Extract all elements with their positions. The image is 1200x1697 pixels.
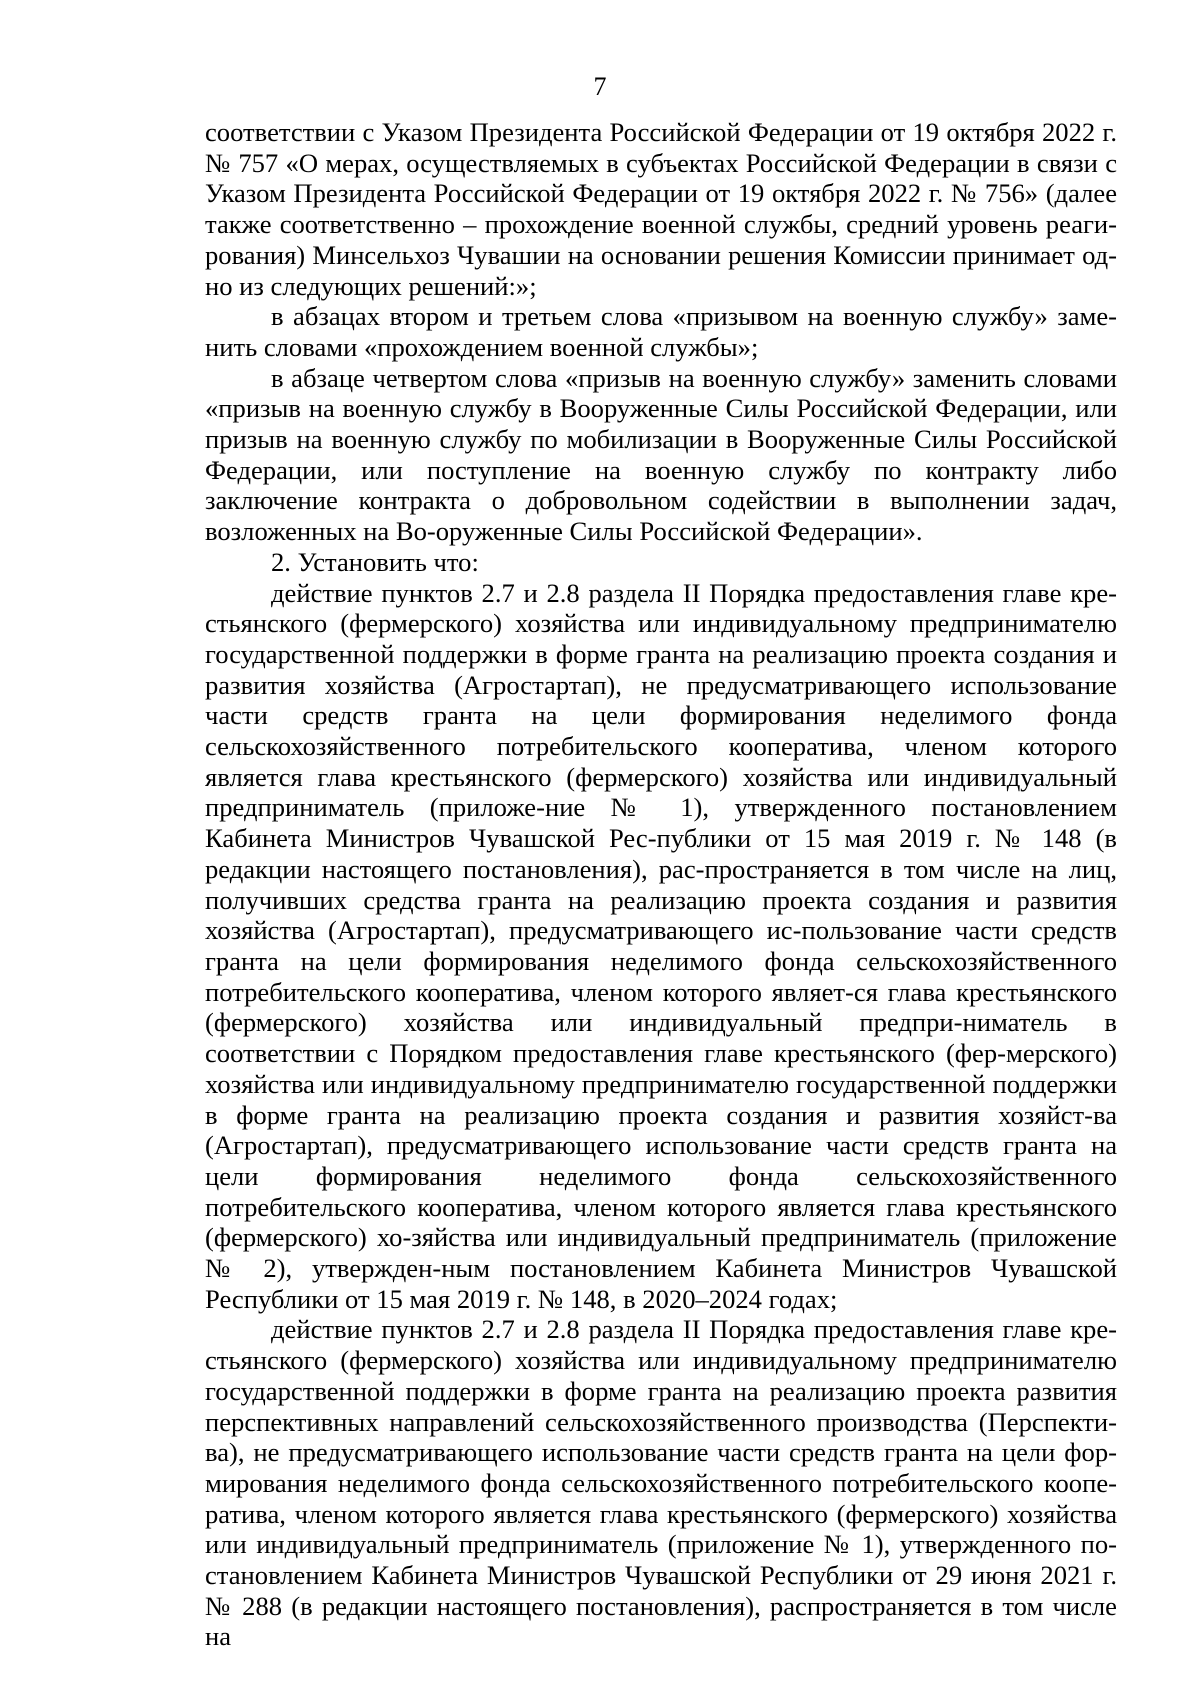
paragraph-5: действие пунктов 2.7 и 2.8 раздела II Порядка предоставления главе кре-стьянского (фермерского) хозяйства или индивидуальному предпринимателю государственной поддержки в форме гранта на реализацию проекта создания и развития хозяйства (Агростартап), не предусматривающего использование части средств гранта на цели формирования неделимого фонда сельскохозяйственного потребительского кооператива, членом которого является глава крестьянского (фермерского) хозяйства или индивидуальный предприниматель (приложе-ние № 1), утвержденного постановлением Кабинета Министров Чувашской Рес-публики от 15 мая 2019 г. № 148 (в редакции настоящего постановления), рас-пространяется в том числе на лиц, получивших средства гранта на реализацию проекта создания и развития хозяйства (Агростартап), предусматривающего ис-пользование части средств гранта на цели формирования неделимого фонда сельскохозяйственного потребительского кооператива, членом которого являет-ся глава крестьянского (фермерского) хозяйства или индивидуальный предпри-ниматель в соответствии с Порядком предоставления главе крестьянского (фер-мерского) хозяйства или индивидуальному предпринимателю государственной поддержки в форме гранта на реализацию проекта создания и развития хозяйст-ва (Агростартап), предусматривающего использование части средств гранта на цели формирования неделимого фонда сельскохозяйственного потребительского кооператива, членом которого является глава крестьянского (фермерского) хо-зяйства или индивидуальный предприниматель (приложение № 2), утвержден-ным постановлением Кабинета Министров Чувашской Республики от 15 мая 2019 г. № 148, в 2020–2024 годах; [205, 577, 1117, 1314]
paragraph-2: в абзацах втором и третьем слова «призывом на военную службу» заме-нить словами «прохождением военной службы»; [205, 301, 1117, 362]
document-body [205, 117, 1117, 1652]
paragraph-3: в абзаце четвертом слова «призыв на военную службу» заменить словами «призыв на военную службу в Вооруженные Силы Российской Федерации, или призыв на военную службу по мобилизации в Вооруженные Силы Российской Федерации, или поступление на военную службу по контракту либо заключение контракта о добровольном содействии в выполнении задач, возложенных на Во-оруженные Силы Российской Федерации». [205, 362, 1117, 547]
paragraph-4: 2. Установить что: [271, 546, 479, 577]
page-number: 7 [593, 72, 607, 101]
paragraph-6: действие пунктов 2.7 и 2.8 раздела II Порядка предоставления главе кре-стьянского (фермерского) хозяйства или индивидуальному предпринимателю государственной поддержки в форме гранта на реализацию проекта развития перспективных направлений сельскохозяйственного производства (Перспекти-ва), не предусматривающего использование части средств гранта на цели фор-мирования неделимого фонда сельскохозяйственного потребительского коопе-ратива, членом которого является глава крестьянского (фермерского) хозяйства или индивидуальный предприниматель (приложение № 1), утвержденного по-становлением Кабинета Министров Чувашской Республики от 29 июня 2021 г. № 288 (в редакции настоящего постановления), распространяется в том числе на [205, 1314, 1117, 1652]
paragraph-1: соответствии с Указом Президента Российской Федерации от 19 октября 2022 г. № 757 «О мерах, осуществляемых в субъектах Российской Федерации в связи с Указом Президента Российской Федерации от 19 октября 2022 г. № 756» (далее также соответственно – прохождение военной службы, средний уровень реаги-рования) Минсельхоз Чувашии на основании решения Комиссии принимает од-но из следующих решений:»; [205, 117, 1117, 301]
